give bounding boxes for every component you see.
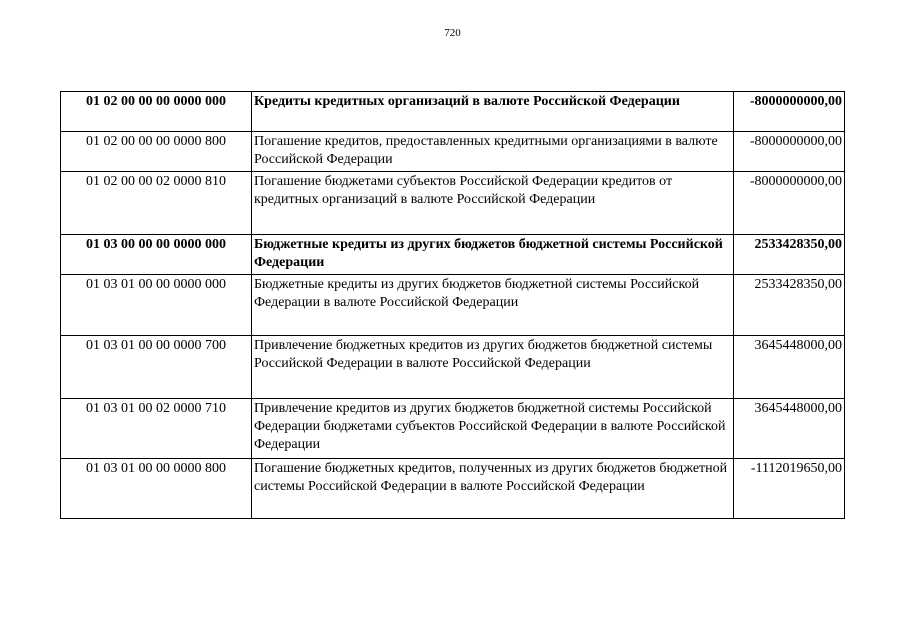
row-amount: 3645448000,00 bbox=[734, 336, 845, 399]
row-code: 01 02 00 00 00 0000 000 bbox=[61, 92, 252, 132]
row-code: 01 03 00 00 00 0000 000 bbox=[61, 235, 252, 275]
table-row bbox=[61, 132, 845, 172]
row-name: Привлечение бюджетных кредитов из других бюджетов бюджетной системы Российской Федерации в валюте Российской Федерации bbox=[252, 336, 734, 399]
row-name: Погашение кредитов, предоставленных кредитными организациями в валюте Российской Федерации bbox=[252, 132, 734, 172]
row-code: 01 02 00 00 02 0000 810 bbox=[61, 172, 252, 235]
row-amount: 3645448000,00 bbox=[734, 399, 845, 459]
table-row bbox=[61, 92, 845, 132]
row-amount: 2533428350,00 bbox=[734, 235, 845, 275]
row-name: Кредиты кредитных организаций в валюте Российской Федерации bbox=[252, 92, 734, 132]
row-name: Бюджетные кредиты из других бюджетов бюджетной системы Российской Федерации в валюте Российской Федерации bbox=[252, 275, 734, 336]
row-name: Погашение бюджетных кредитов, полученных из других бюджетов бюджетной системы Российской Федерации в валюте Российской Федерации bbox=[252, 459, 734, 519]
row-amount: -8000000000,00 bbox=[734, 172, 845, 235]
table-row bbox=[61, 336, 845, 399]
table-row bbox=[61, 399, 845, 459]
table-row bbox=[61, 459, 845, 519]
row-name: Привлечение кредитов из других бюджетов бюджетной системы Российской Федерации бюджетами субъектов Российской Федерации в валюте Российской Федерации bbox=[252, 399, 734, 459]
table-row bbox=[61, 235, 845, 275]
row-amount: 2533428350,00 bbox=[734, 275, 845, 336]
row-amount: -1112019650,00 bbox=[734, 459, 845, 519]
budget-sources-table bbox=[60, 91, 845, 519]
row-amount: -8000000000,00 bbox=[734, 92, 845, 132]
row-code: 01 03 01 00 00 0000 700 bbox=[61, 336, 252, 399]
page-number: 720 bbox=[444, 27, 461, 39]
row-name: Погашение бюджетами субъектов Российской Федерации кредитов от кредитных организаций в валюте Российской Федерации bbox=[252, 172, 734, 235]
row-name: Бюджетные кредиты из других бюджетов бюджетной системы Российской Федерации bbox=[252, 235, 734, 275]
row-code: 01 03 01 00 02 0000 710 bbox=[61, 399, 252, 459]
row-code: 01 03 01 00 00 0000 000 bbox=[61, 275, 252, 336]
table-row bbox=[61, 172, 845, 235]
row-code: 01 03 01 00 00 0000 800 bbox=[61, 459, 252, 519]
row-amount: -8000000000,00 bbox=[734, 132, 845, 172]
row-code: 01 02 00 00 00 0000 800 bbox=[61, 132, 252, 172]
table-row bbox=[61, 275, 845, 336]
